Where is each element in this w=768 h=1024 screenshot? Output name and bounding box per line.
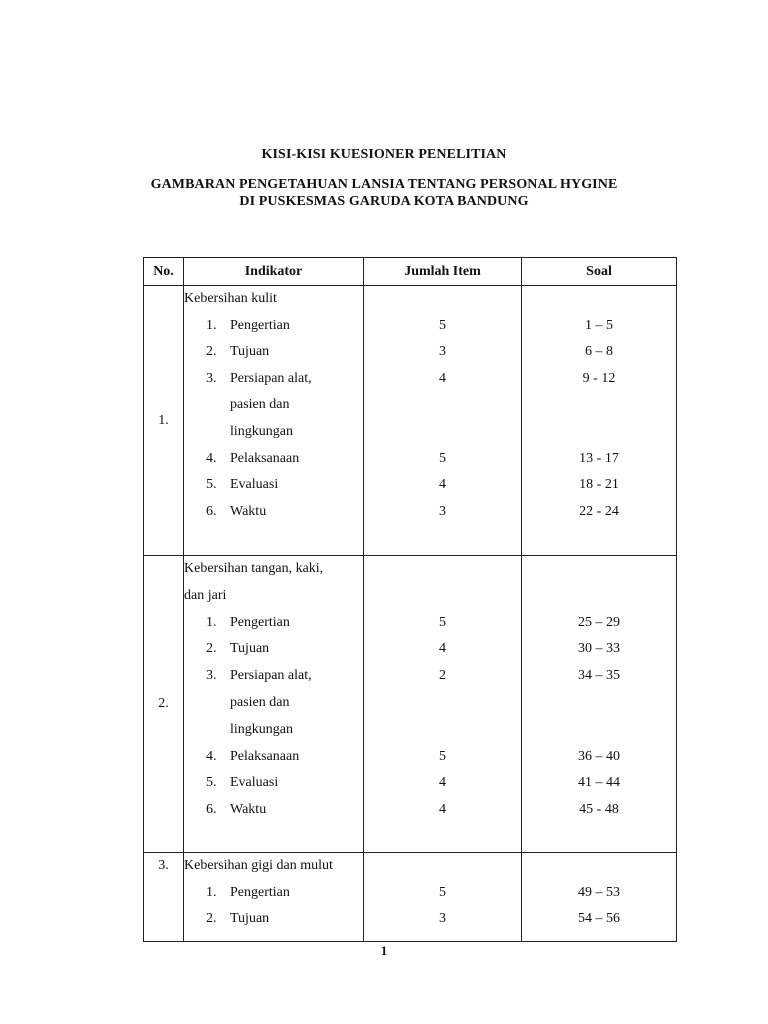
indikator-heading: Kebersihan tangan, kaki, — [184, 561, 324, 576]
indikator-item: 2. Tujuan — [206, 641, 270, 657]
jumlah-item-cell — [364, 853, 522, 942]
header-indikator: Indikator — [184, 258, 364, 286]
jumlah-value: 4 — [439, 641, 446, 657]
document-subtitle-line-2: DI PUSKESMAS GARUDA KOTA BANDUNG — [239, 194, 529, 209]
soal-range — [522, 717, 676, 744]
soal-range: 49 – 53 — [578, 884, 620, 900]
soal-range: 6 – 8 — [585, 344, 613, 360]
soal-range — [522, 853, 676, 880]
indikator-item: 4. Pelaksanaan — [206, 748, 300, 764]
soal-range: 30 – 33 — [578, 641, 620, 657]
indikator-item: 1. Pengertian — [206, 884, 290, 900]
table-row — [144, 853, 677, 942]
row-number: 2. — [144, 556, 184, 853]
indikator-item: 3. Persiapan alat, — [206, 370, 312, 386]
soal-range — [522, 286, 676, 313]
soal-range — [522, 690, 676, 717]
soal-cell — [522, 286, 677, 556]
row-number: 1. — [144, 286, 184, 556]
header-jumlah-item: Jumlah Item — [364, 258, 522, 286]
document-subtitle-line-1: GAMBARAN PENGETAHUAN LANSIA TENTANG PERSONAL HYGINE — [150, 177, 618, 192]
soal-range — [522, 583, 676, 610]
indikator-heading: Kebersihan kulit — [184, 291, 277, 306]
indikator-item-continued: lingkungan — [230, 423, 293, 439]
jumlah-value: 3 — [439, 503, 446, 519]
indikator-item: 3. Persiapan alat, — [206, 668, 312, 684]
jumlah-value: 3 — [439, 344, 446, 360]
indikator-heading-continued: dan jari — [184, 587, 227, 603]
soal-range: 1 – 5 — [585, 317, 613, 333]
indikator-item: 1. Pengertian — [206, 614, 290, 630]
jumlah-value: 5 — [439, 884, 446, 900]
indikator-cell — [184, 853, 364, 942]
jumlah-value — [364, 392, 521, 419]
soal-range: 22 - 24 — [579, 503, 619, 519]
jumlah-value: 3 — [439, 911, 446, 926]
table-header-row — [144, 258, 677, 286]
jumlah-value: 5 — [439, 614, 446, 630]
jumlah-value: 4 — [439, 775, 446, 791]
soal-range: 36 – 40 — [578, 748, 620, 764]
soal-range — [522, 392, 676, 419]
jumlah-value: 4 — [439, 370, 446, 386]
jumlah-value: 2 — [439, 668, 446, 684]
jumlah-value — [364, 583, 521, 610]
jumlah-value — [364, 286, 521, 313]
indikator-cell — [184, 286, 364, 556]
indikator-item: 6. Waktu — [206, 802, 267, 818]
header-soal: Soal — [522, 258, 677, 286]
soal-range: 41 – 44 — [578, 775, 620, 791]
jumlah-value: 5 — [439, 317, 446, 333]
soal-range: 18 - 21 — [579, 477, 619, 493]
indikator-item: 5. Evaluasi — [206, 477, 279, 493]
soal-range — [522, 419, 676, 446]
soal-range: 25 – 29 — [578, 614, 620, 630]
kisi-kisi-table — [143, 257, 677, 942]
indikator-item: 4. Pelaksanaan — [206, 450, 300, 466]
soal-range — [522, 556, 676, 583]
jumlah-value — [364, 419, 521, 446]
jumlah-value — [364, 717, 521, 744]
document-title: KISI-KISI KUESIONER PENELITIAN — [261, 147, 507, 162]
indikator-item: 2. Tujuan — [206, 911, 270, 926]
jumlah-value — [364, 690, 521, 717]
indikator-item-continued: lingkungan — [230, 721, 293, 737]
table-row — [144, 286, 677, 556]
jumlah-value: 4 — [439, 802, 446, 818]
jumlah-value — [364, 853, 521, 880]
indikator-item: 5. Evaluasi — [206, 775, 279, 791]
table-row — [144, 556, 677, 853]
indikator-item: 2. Tujuan — [206, 344, 270, 360]
indikator-item: 1. Pengertian — [206, 317, 290, 333]
jumlah-item-cell — [364, 556, 522, 853]
indikator-item-continued: pasien dan — [230, 694, 290, 710]
indikator-item-continued: pasien dan — [230, 397, 290, 413]
soal-range: 13 - 17 — [579, 450, 619, 466]
jumlah-value — [364, 556, 521, 583]
page-number: 1 — [380, 943, 388, 958]
jumlah-value: 5 — [439, 748, 446, 764]
jumlah-value: 4 — [439, 477, 446, 493]
header-no: No. — [144, 258, 184, 286]
soal-cell — [522, 853, 677, 942]
jumlah-value: 5 — [439, 450, 446, 466]
indikator-item: 6. Waktu — [206, 503, 267, 519]
soal-cell — [522, 556, 677, 853]
soal-range: 34 – 35 — [578, 668, 620, 684]
soal-range: 45 - 48 — [579, 802, 619, 818]
indikator-heading: Kebersihan gigi dan mulut — [184, 858, 333, 873]
soal-range: 54 – 56 — [578, 911, 620, 926]
soal-range: 9 - 12 — [582, 370, 616, 386]
indikator-cell — [184, 556, 364, 853]
jumlah-item-cell — [364, 286, 522, 556]
row-number: 3. — [144, 853, 184, 942]
